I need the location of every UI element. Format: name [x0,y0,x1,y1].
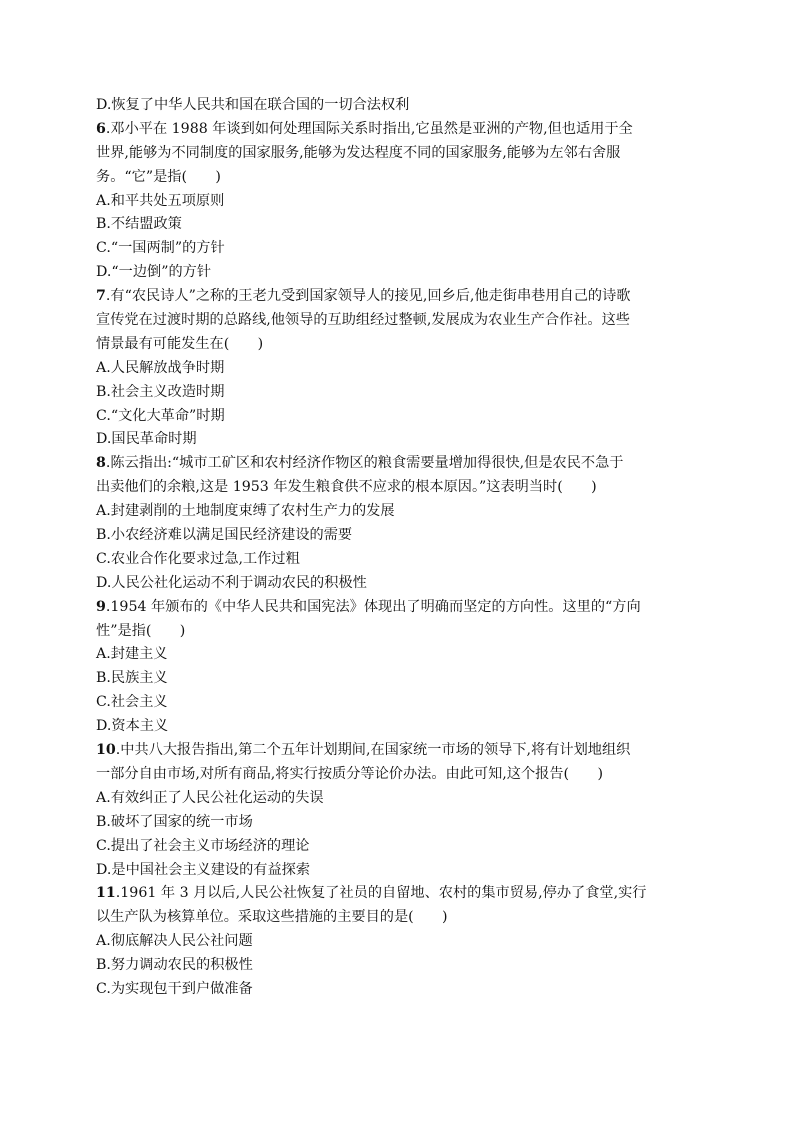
option-b: B.不结盟政策 [96,216,182,233]
question-stem-line: 一部分自由市场,对所有商品,将实行按质分等论价办法。由此可知,这个报告( ) [96,765,603,782]
question-stem-text: .中共八大报告指出,第二个五年计划期间,在国家统一市场的领导下,将有计划地组织 [115,742,631,759]
option-b: B.小农经济难以满足国民经济建设的需要 [96,527,353,544]
question-number: 8 [96,455,106,472]
question-6 [96,118,706,285]
question-stem-line [96,118,706,142]
question-stem-line [96,285,706,309]
question-stem-line [96,882,706,906]
option-b: B.破坏了国家的统一市场 [96,813,253,830]
question-number: 6 [96,120,106,137]
question-stem-line: 出卖他们的余粮,这是 1953 年发生粮食供不应求的根本原因。”这表明当时( ) [96,479,597,496]
question-10 [96,739,706,882]
option-c: C.为实现包干到户做准备 [96,980,253,997]
option-b: B.努力调动农民的积极性 [96,957,253,974]
option-d: D.是中国社会主义建设的有益探索 [96,861,311,878]
option-d: D.国民革命时期 [96,431,197,448]
option-d: D.人民公社化运动不利于调动农民的积极性 [96,574,367,591]
question-stem-line: 性”是指( ) [96,622,186,639]
question-stem-line [96,596,706,620]
question-number: 7 [96,288,106,305]
option-a: A.封建主义 [96,646,168,663]
question-number: 10 [96,742,116,759]
option-a: A.人民解放战争时期 [96,359,225,376]
option-c: C.“一国两制”的方针 [96,240,225,257]
option-b: B.民族主义 [96,670,168,687]
question-stem-line: 以生产队为核算单位。采取这些措施的主要目的是( ) [96,909,448,926]
option-c: C.提出了社会主义市场经济的理论 [96,837,310,854]
question-number: 9 [96,598,106,615]
question-number: 11 [96,885,116,902]
option-a: A.有效纠正了人民公社化运动的失误 [96,789,324,806]
question-stem-line [96,452,706,476]
question-stem-line: 情景最有可能发生在( ) [96,335,264,352]
question-stem-line: 务。“它”是指( ) [96,168,221,185]
question-9 [96,596,706,739]
option-a: A.和平共处五项原则 [96,192,225,209]
question-stem-text: .1961 年 3 月以后,人民公社恢复了社员的自留地、农村的集市贸易,停办了食堂,实行 [115,885,647,902]
question-7 [96,285,706,452]
question-stem-text: .邓小平在 1988 年谈到如何处理国际关系时指出,它虽然是亚洲的产物,但也适用于全 [105,120,633,137]
question-stem-text: .陈云指出:“城市工矿区和农村经济作物区的粮食需要量增加得很快,但是农民不急于 [105,455,624,472]
option-c: C.“文化大革命”时期 [96,407,225,424]
option-line: D.恢复了中华人民共和国在联合国的一切合法权利 [96,97,410,113]
option-a: A.彻底解决人民公社问题 [96,933,253,950]
question-11 [96,882,706,1001]
question-stem-text: .1954 年颁布的《中华人民共和国宪法》体现出了明确而坚定的方向性。这里的“方向 [105,598,641,615]
option-b: B.社会主义改造时期 [96,383,225,400]
option-a: A.封建剥削的土地制度束缚了农村生产力的发展 [96,503,395,520]
option-c: C.社会主义 [96,694,168,711]
question-stem-line: 宣传党在过渡时期的总路线,他领导的互助组经过整顿,发展成为农业生产合作社。这些 [96,312,630,329]
exam-page [96,94,706,1002]
question-8 [96,452,706,595]
option-d: D.“一边倒”的方针 [96,264,212,281]
option-c: C.农业合作化要求过急,工作过粗 [96,550,300,567]
question-stem-text: .有“农民诗人”之称的王老九受到国家领导人的接见,回乡后,他走街串巷用自己的诗歌 [105,288,631,305]
option-d: D.资本主义 [96,718,169,735]
question-stem-line: 世界,能够为不同制度的国家服务,能够为发达程度不同的国家服务,能够为左邻右舍服 [96,144,621,161]
question-stem-line [96,739,706,763]
